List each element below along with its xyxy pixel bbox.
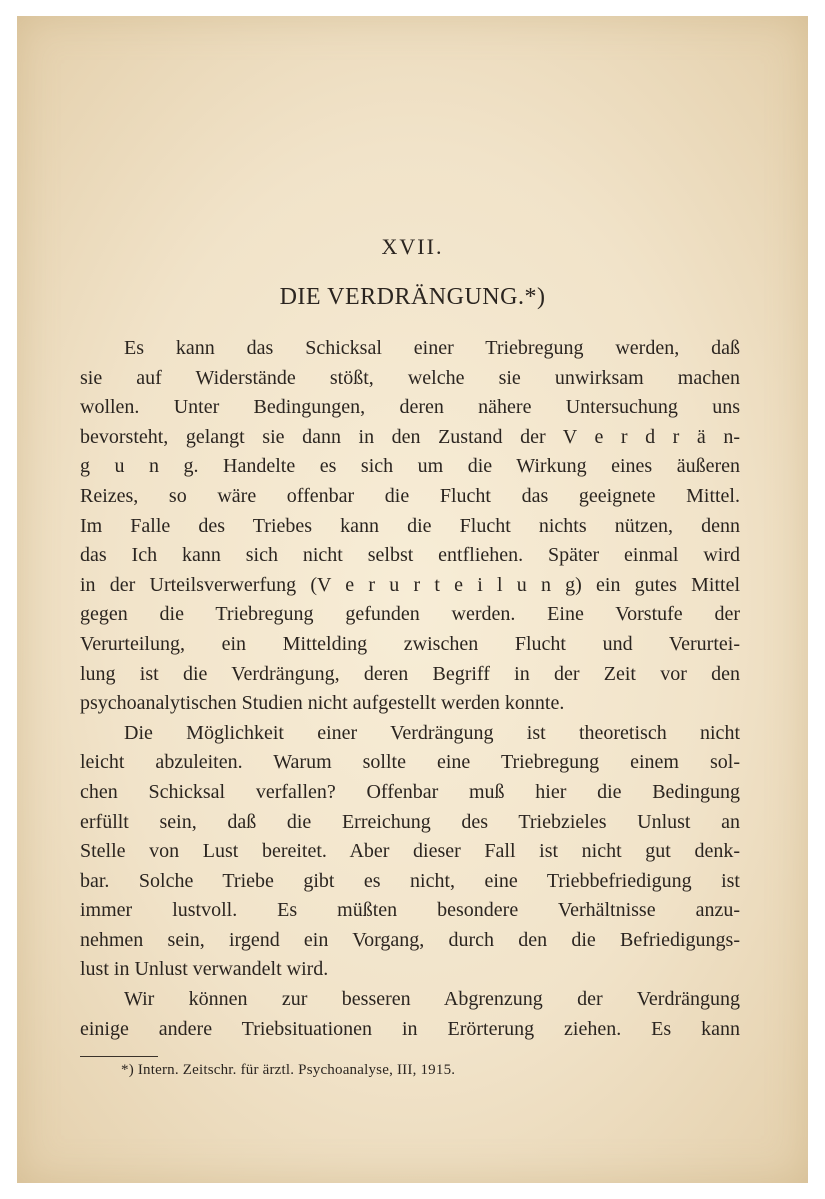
text-line: g u n g. Handelte es sich um die Wirkung eines äußeren (80, 455, 740, 478)
text-line: Im Falle des Triebes kann die Flucht nichts nützen, denn (80, 514, 740, 537)
text-line: lung ist die Verdrängung, deren Begriff in der Zeit vor den (80, 662, 740, 685)
text-line: bar. Solche Triebe gibt es nicht, eine Triebbefriedigung ist (80, 869, 740, 892)
text-line: Reizes, so wäre offenbar die Flucht das geeignete Mittel. (80, 484, 740, 507)
text-line: Es kann das Schicksal einer Triebregung werden, daß (124, 337, 740, 359)
text-line: nehmen sein, irgend ein Vorgang, durch den die Befriedigungs- (80, 928, 740, 951)
text-line: in der Urteilsverwerfung (V e r u r t e i l u n g) ein gutes Mittel (80, 573, 740, 596)
footnote: *) Intern. Zeitschr. für ärztl. Psychoanalyse, III, 1915. (121, 1062, 456, 1078)
text-line: wollen. Unter Bedingungen, deren nähere Untersuchung uns (80, 396, 740, 419)
text-line: gegen die Triebregung gefunden werden. Eine Vorstufe der (80, 603, 740, 626)
text-line: Stelle von Lust bereitet. Aber dieser Fall ist nicht gut denk- (80, 840, 740, 863)
text-line: psychoanalytischen Studien nicht aufgestellt werden konnte. (80, 692, 565, 715)
text-line: Die Möglichkeit einer Verdrängung ist theoretisch nicht (124, 721, 740, 744)
text-line: einige andere Triebsituationen in Erörterung ziehen. Es kann (80, 1017, 740, 1040)
book-page (17, 16, 808, 1183)
text-line: chen Schicksal verfallen? Offenbar muß hier die Bedingung (80, 780, 740, 803)
chapter-title: DIE VERDRÄNGUNG.*) (279, 284, 546, 310)
text-line: leicht abzuleiten. Warum sollte eine Triebregung einem sol- (80, 751, 740, 774)
text-line: das Ich kann sich nicht selbst entfliehen. Später einmal wird (80, 544, 740, 567)
text-line: lust in Unlust verwandelt wird. (80, 958, 329, 981)
text-line: Wir können zur besseren Abgrenzung der Verdrängung (124, 988, 740, 1011)
text-line: immer lustvoll. Es müßten besondere Verhältnisse anzu- (80, 899, 740, 922)
text-line: erfüllt sein, daß die Erreichung des Triebzieles Unlust an (80, 810, 740, 833)
footnote-divider (80, 1056, 158, 1057)
text-line: Verurteilung, ein Mittelding zwischen Flucht und Verurtei- (80, 632, 740, 655)
text-line: sie auf Widerstände stößt, welche sie unwirksam machen (80, 366, 740, 389)
body-text (80, 334, 740, 1044)
chapter-number: XVII. (381, 234, 444, 259)
text-line: bevorsteht, gelangt sie dann in den Zustand der V e r d r ä n- (80, 425, 740, 448)
